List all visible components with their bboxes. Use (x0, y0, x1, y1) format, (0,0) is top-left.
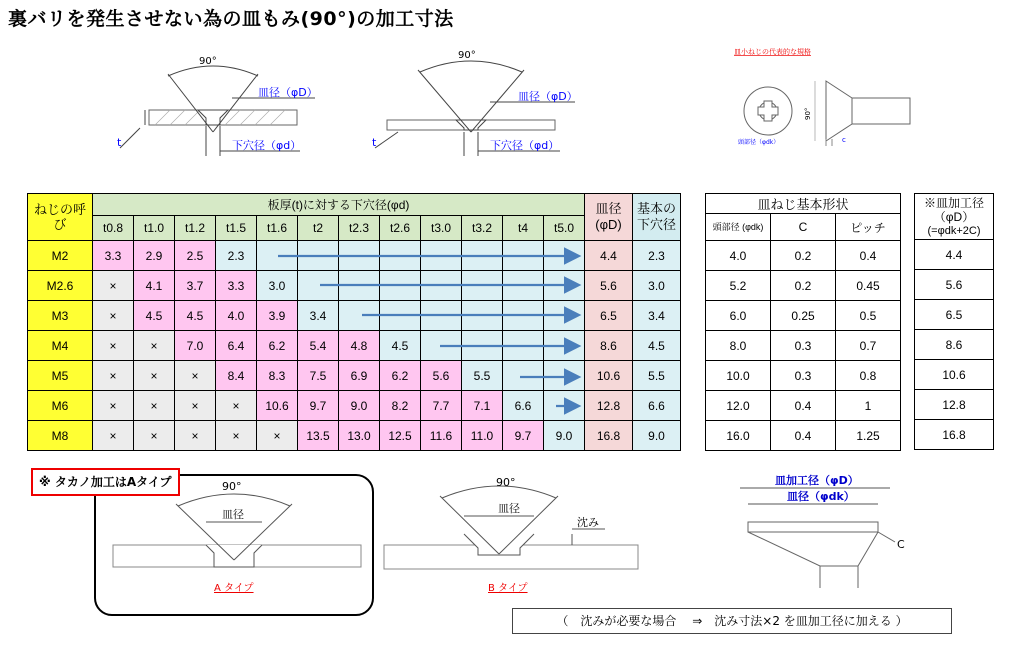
table-row: 8.6 (915, 330, 994, 360)
svg-text:皿加工径（φD）: 皿加工径（φD） (775, 474, 859, 487)
svg-text:B タイプ: B タイプ (488, 583, 528, 594)
basic-hole-header: 基本の 下穴径 (633, 194, 681, 241)
table-row: 10.0 0.3 0.8 (706, 361, 901, 391)
svg-text:c: c (842, 136, 846, 144)
table-row: 6.5 (915, 300, 994, 330)
svg-text:皿径: 皿径 (498, 502, 520, 515)
table-row: M4 × × 7.0 6.4 6.2 5.4 4.8 4.5 8.6 4.5 (28, 331, 681, 361)
table-row: 4.0 0.2 0.4 (706, 241, 901, 271)
table-row: 6.0 0.25 0.5 (706, 301, 901, 331)
table-row: 12.0 0.4 1 (706, 391, 901, 421)
svg-text:A タイプ: A タイプ (214, 583, 254, 594)
svg-text:t: t (372, 136, 377, 149)
svg-text:皿径（φD）: 皿径（φD） (258, 86, 318, 99)
plate-header: 板厚(t)に対する下穴径(φd) (93, 194, 585, 216)
angle-label: 90° (199, 56, 217, 67)
depth-note: （ 沈みが必要な場合 ⇒ 沈み寸法×2 を皿加工径に加える ） (512, 608, 952, 634)
svg-text:皿径（φdk）: 皿径（φdk） (787, 490, 855, 503)
table-row: 8.0 0.3 0.7 (706, 331, 901, 361)
top-diagrams (0, 36, 1019, 176)
screw-spec-label: 皿小ねじの代表的な規格 (734, 48, 811, 56)
head-dimension-diagram (740, 473, 905, 588)
table-row: 4.4 (915, 240, 994, 270)
page-title: 裏バリを発生させない為の皿もみ(90°)の加工寸法 (8, 8, 454, 30)
svg-text:頭部径（φdk）: 頭部径（φdk） (738, 139, 780, 146)
svg-text:t: t (117, 136, 122, 149)
screw-shape-table: 皿ねじ基本形状 頭部径 (φdk) C ピッチ 4.0 0.2 0.4 5.2 0.2 0.45 6.0 0.25 0.5 8.0 0.3 0.7 10.0 0.3 0.8 12.0 0.4 1 16.0 0.4 1.25 (705, 193, 901, 451)
countersink-dia-table: ※皿加工径 （φD） (=φdk+2C) 4.4 5.6 6.5 8.6 10.6 12.8 16.8 (914, 193, 994, 450)
takano-label: ※ タカノ加工はAタイプ (31, 468, 180, 496)
table-row: 16.0 0.4 1.25 (706, 421, 901, 451)
type-b-diagram (384, 476, 638, 594)
svg-text:皿径: 皿径 (222, 508, 244, 521)
bottom-diagrams (0, 460, 1019, 610)
svg-text:90°: 90° (222, 480, 242, 493)
svg-text:C: C (897, 538, 905, 551)
hole-diameter-table: ねじの呼び 板厚(t)に対する下穴径(φd) 皿径 (φD) 基本の 下穴径 t0.8 t1.0 t1.2 t1.5 t1.6 t2 t2.3 t2.6 t3.0 t3.2 t4 t5.0 M2 3.3 2.9 2.5 2.3 4.4 2.3 M2.6 × 4.1 3.7 3.3 3.0 5.6 3.0 M3 × 4.5 4.5 4.0 3.9 3.4 6.5 3.4 M4 × × 7.0 6.4 6.2 5.4 4.8 4.5 8.6 4.5 M5 × × × 8.4 8.3 7.5 6.9 6.2 5.6 5.5 10.6 5.5 M6 × × × × 10.6 9.7 9.0 8.2 7.7 7.1 6.6 12.8 6.6 M8 × × × × × 13.5 13.0 12.5 11.6 11.0 9.7 9.0 16.8 9.0 (27, 193, 681, 451)
table-row: M2 3.3 2.9 2.5 2.3 4.4 2.3 (28, 241, 681, 271)
table-row: 5.6 (915, 270, 994, 300)
svg-text:沈み: 沈み (577, 516, 599, 529)
table-row: 16.8 (915, 420, 994, 450)
table-row: M8 × × × × × 13.5 13.0 12.5 11.6 11.0 9.7 9.0 16.8 9.0 (28, 421, 681, 451)
table-row: M5 × × × 8.4 8.3 7.5 6.9 6.2 5.6 5.5 10.6 5.5 (28, 361, 681, 391)
head-dia-header: 皿径 (φD) (585, 194, 633, 241)
table-row: 5.2 0.2 0.45 (706, 271, 901, 301)
nominal-header: ねじの呼び (28, 194, 93, 241)
countersink-diagram-1 (117, 56, 318, 156)
table-row: 12.8 (915, 390, 994, 420)
table-row: M6 × × × × 10.6 9.7 9.0 8.2 7.7 7.1 6.6 12.8 6.6 (28, 391, 681, 421)
svg-text:90°: 90° (496, 476, 516, 489)
svg-text:皿径（φD）: 皿径（φD） (518, 90, 578, 103)
svg-text:下穴径（φd）: 下穴径（φd） (232, 139, 302, 152)
type-a-diagram (113, 480, 361, 594)
countersink-diagram-2 (372, 50, 578, 156)
table-row: M2.6 × 4.1 3.7 3.3 3.0 5.6 3.0 (28, 271, 681, 301)
svg-text:90°: 90° (458, 50, 476, 61)
table-row: 10.6 (915, 360, 994, 390)
shape-table-title: 皿ねじ基本形状 (706, 194, 901, 214)
svg-text:90°: 90° (804, 107, 812, 120)
table-row: M3 × 4.5 4.5 4.0 3.9 3.4 6.5 3.4 (28, 301, 681, 331)
screw-diagram (734, 47, 910, 146)
svg-text:下穴径（φd）: 下穴径（φd） (490, 139, 560, 152)
